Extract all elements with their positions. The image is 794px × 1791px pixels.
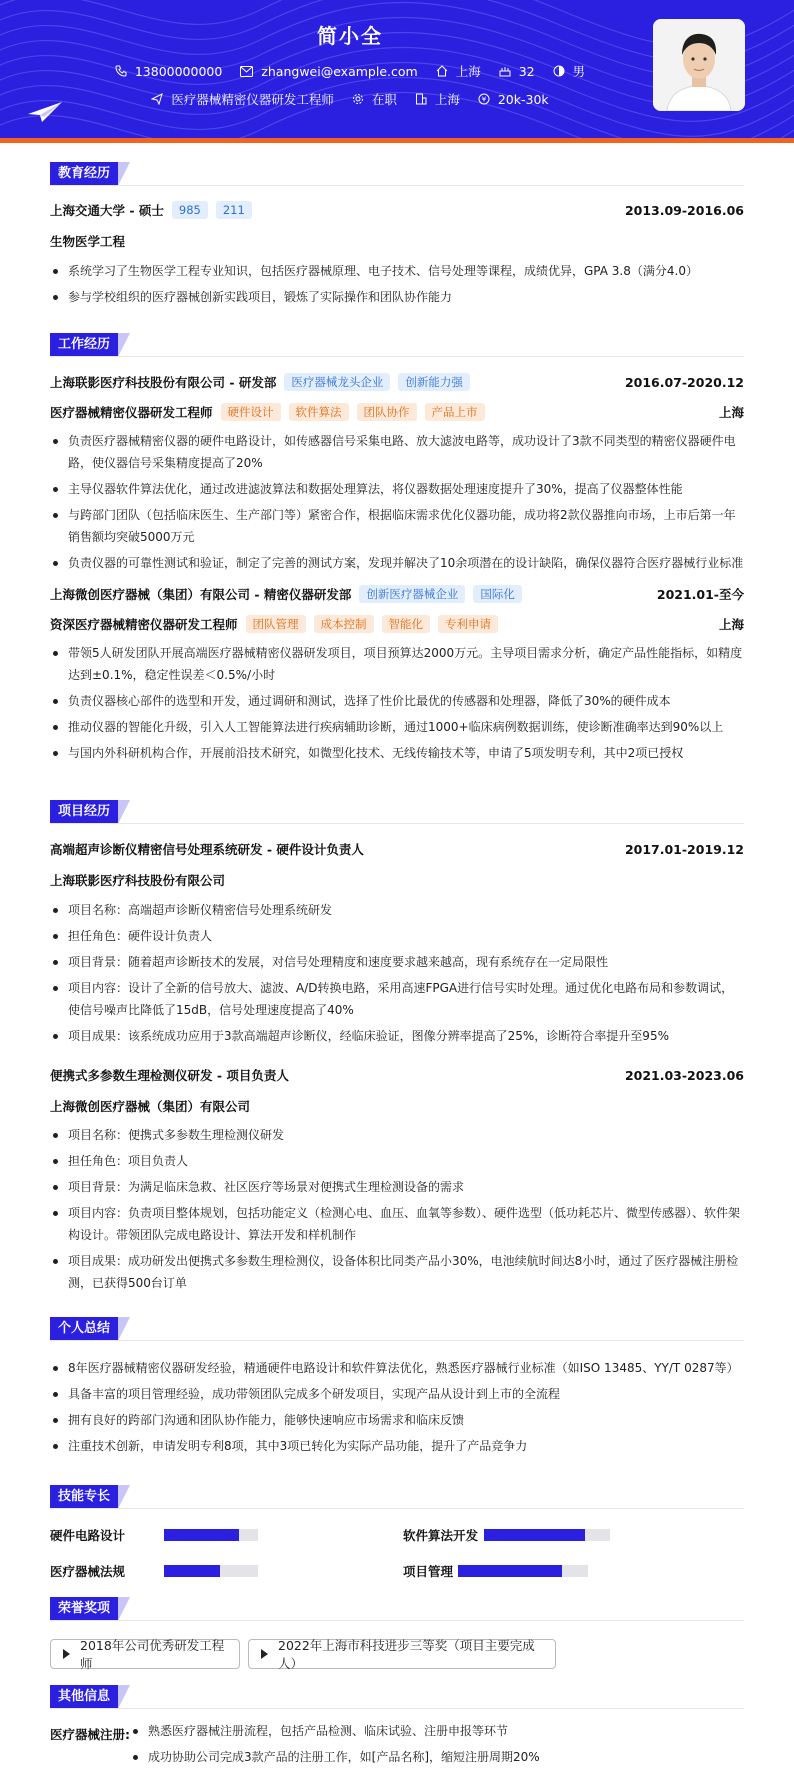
status-item <box>352 90 397 108</box>
project-company-row <box>50 870 744 890</box>
skill-badge: 团队协作 <box>357 403 417 421</box>
award-item <box>248 1639 556 1669</box>
list-item: 成功协助公司完成3款产品的注册工作，如[产品名称]，缩短注册周期20% <box>130 1746 730 1768</box>
send-icon <box>151 93 163 105</box>
section-divider <box>50 1508 744 1509</box>
list-item: 担任角色：硬件设计负责人 <box>50 925 744 947</box>
skill-bar-fill <box>484 1529 585 1541</box>
job-bullets <box>50 430 744 574</box>
company-badge: 创新医疗器械企业 <box>359 585 465 603</box>
list-item: 8年医疗器械精密仪器研发经验，精通硬件电路设计和软件算法优化，熟悉医疗器械行业标准（如ISO 13485、YY/T 0287等） <box>50 1357 744 1379</box>
company-name: 上海联影医疗科技股份有限公司 - 研发部 <box>50 375 277 390</box>
section-divider <box>50 823 744 824</box>
list-item: 负责仪器的可靠性测试和验证，制定了完善的测试方案，发现并解决了10余项潜在的设计缺陷，确保仪器符合医疗器械行业标准 <box>50 552 744 574</box>
svg-text:¥: ¥ <box>481 95 487 104</box>
award-text: 2022年上海市科技进步三等奖（项目主要完成人） <box>278 1638 535 1671</box>
cake-icon <box>499 65 511 77</box>
section-divider <box>50 1340 744 1341</box>
gender-icon <box>553 65 565 77</box>
skill-badge: 成本控制 <box>314 615 374 633</box>
triangle-bullet-icon <box>63 1649 70 1659</box>
honors-section-title: 荣誉奖项 <box>50 1597 118 1621</box>
list-item: 参与学校组织的医疗器械创新实践项目，锻炼了实际操作和团队协作能力 <box>50 286 744 308</box>
project-bullets <box>50 1124 744 1294</box>
profile-photo <box>653 19 745 111</box>
project-entry-head <box>50 839 744 859</box>
projects-section-title: 项目经历 <box>50 800 118 824</box>
settings-icon <box>352 93 364 105</box>
job-location: 上海 <box>718 405 744 420</box>
job-role-row <box>50 614 744 634</box>
building-icon <box>415 93 427 105</box>
list-item: 项目名称：便携式多参数生理检测仪研发 <box>50 1124 744 1146</box>
school-badge: 211 <box>216 201 252 219</box>
list-item: 负责仪器核心部件的选型和开发，通过调研和测试，选择了性价比最优的传感器和处理器，降低了30%的硬件成本 <box>50 690 744 712</box>
project-entry-head <box>50 1065 744 1085</box>
list-item: 与国内外科研机构合作，开展前沿技术研究，如微型化技术、无线传输技术等，申请了5项发明专利，其中2项已授权 <box>50 742 744 764</box>
skill-bar <box>458 1565 588 1577</box>
list-item: 负责医疗器械精密仪器的硬件电路设计，如传感器信号采集电路、放大滤波电路等，成功设计了3款不同类型的精密仪器硬件电路，使仪器信号采集精度提高了20% <box>50 430 744 474</box>
skill-label: 项目管理 <box>403 1564 454 1579</box>
skills-section-title: 技能专长 <box>50 1485 118 1509</box>
company-badge: 国际化 <box>473 585 522 603</box>
list-item: 熟悉医疗器械注册流程，包括产品检测、临床试验、注册申报等环节 <box>130 1720 730 1742</box>
skill-bar <box>164 1565 258 1577</box>
job-role: 资深医疗器械精密仪器研发工程师 <box>50 617 238 632</box>
job-role-row <box>50 402 744 422</box>
list-item: 项目背景：为满足临床急救、社区医疗等场景对便携式生理检测设备的需求 <box>50 1176 744 1198</box>
city-text: 上海 <box>455 64 481 79</box>
list-item: 与跨部门团队（包括临床医生、生产部门等）紧密合作，根据临床需求优化仪器功能，成功将2款仪器推向市场，上市后第一年销售额均突破5000万元 <box>50 504 744 548</box>
summary-bullets <box>50 1357 744 1457</box>
section-divider <box>50 356 744 357</box>
section-divider <box>50 1708 744 1709</box>
section-divider <box>50 1620 744 1621</box>
other-bullets <box>130 1720 730 1768</box>
list-item: 项目背景：随着超声诊断技术的发展，对信号处理精度和速度要求越来越高，现有系统存在一定局限性 <box>50 951 744 973</box>
work-city-item <box>415 90 460 108</box>
list-item: 项目名称：高端超声诊断仪精密信号处理系统研发 <box>50 899 744 921</box>
phone-number: 13800000000 <box>134 63 223 79</box>
list-item: 系统学习了生物医学工程专业知识，包括医疗器械原理、电子技术、信号处理等课程，成绩优异，GPA 3.8（满分4.0） <box>50 260 744 282</box>
skill-bar <box>164 1529 258 1541</box>
triangle-bullet-icon <box>261 1649 268 1659</box>
list-item: 推动仪器的智能化升级，引入人工智能算法进行疾病辅助诊断，通过1000+临床病例数据训练，使诊断准确率达到90%以上 <box>50 716 744 738</box>
list-item: 带领5人研发团队开展高端医疗器械精密仪器研发项目，项目预算达2000万元。主导项目需求分析，确定产品性能指标，如精度达到±0.1%，稳定性误差＜0.5%/小时 <box>50 642 744 686</box>
work-city-text: 上海 <box>434 92 460 107</box>
summary-section-title: 个人总结 <box>50 1317 118 1341</box>
email-item <box>240 64 417 79</box>
salary-text: 20k-30k <box>497 91 549 107</box>
other-section-title: 其他信息 <box>50 1685 118 1709</box>
other-info-label: 医疗器械注册: <box>50 1727 130 1742</box>
resume-header <box>0 0 794 143</box>
skill-bar-fill <box>164 1565 220 1577</box>
list-item: 注重技术创新，申请发明专利8项，其中3项已转化为实际产品功能，提升了产品竞争力 <box>50 1435 744 1457</box>
project-date: 2017.01-2019.12 <box>624 841 744 857</box>
award-text: 2018年公司优秀研发工程师 <box>80 1638 225 1671</box>
job-entry-head <box>50 584 744 604</box>
company-name: 上海微创医疗器械（集团）有限公司 - 精密仪器研发部 <box>50 587 352 602</box>
salary-item <box>478 92 549 107</box>
major-name: 生物医学工程 <box>50 234 126 249</box>
skill-badge: 硬件设计 <box>221 403 281 421</box>
list-item: 项目成果：成功研发出便携式多参数生理检测仪，设备体积比同类产品小30%，电池续航时间达8小时，通过了医疗器械注册检测，已获得500台订单 <box>50 1250 744 1294</box>
project-date: 2021.03-2023.06 <box>624 1067 744 1083</box>
age-text: 32 <box>518 63 535 79</box>
job-row <box>0 90 700 108</box>
section-divider <box>50 185 744 186</box>
status-text: 在职 <box>371 92 397 107</box>
skill-label: 医疗器械法规 <box>50 1564 126 1579</box>
contact-row <box>0 62 700 80</box>
education-date: 2013.09-2016.06 <box>624 202 744 218</box>
job-entry-head <box>50 372 744 392</box>
job-bullets <box>50 642 744 764</box>
list-item: 项目内容：设计了全新的信号放大、滤波、A/D转换电路，采用高速FPGA进行信号实时处理。通过优化电路布局和参数调试，使信号噪声比降低了15dB，信号处理速度提高了40% <box>50 977 744 1021</box>
gender-text: 男 <box>572 64 586 79</box>
gender-item <box>553 62 586 80</box>
candidate-name: 简小全 <box>317 24 383 48</box>
home-icon <box>436 65 448 77</box>
work-section-title: 工作经历 <box>50 333 118 357</box>
project-company-row <box>50 1096 744 1116</box>
project-company: 上海微创医疗器械（集团）有限公司 <box>50 1099 251 1114</box>
skill-label: 软件算法开发 <box>403 1528 479 1543</box>
school-badge: 985 <box>172 201 208 219</box>
company-badge: 医疗器械龙头企业 <box>284 373 390 391</box>
major-row <box>50 231 744 251</box>
skill-badge: 专利申请 <box>438 615 498 633</box>
list-item: 担任角色：项目负责人 <box>50 1150 744 1172</box>
skill-bar-fill <box>458 1565 562 1577</box>
job-date: 2016.07-2020.12 <box>624 374 744 390</box>
award-item <box>50 1639 240 1669</box>
school-name: 上海交通大学 - 硕士 <box>50 203 164 218</box>
skill-badge: 团队管理 <box>246 615 306 633</box>
job-location: 上海 <box>718 617 744 632</box>
phone-icon <box>115 65 127 77</box>
email-address: zhangwei@example.com <box>261 63 418 79</box>
job-title-text: 医疗器械精密仪器研发工程师 <box>171 92 334 107</box>
skill-badge: 智能化 <box>382 615 431 633</box>
skill-bar <box>484 1529 610 1541</box>
skill-label: 硬件电路设计 <box>50 1528 126 1543</box>
project-company: 上海联影医疗科技股份有限公司 <box>50 873 226 888</box>
job-role: 医疗器械精密仪器研发工程师 <box>50 405 213 420</box>
skill-bar-fill <box>164 1529 239 1541</box>
list-item: 项目内容：负责项目整体规划，包括功能定义（检测心电、血压、血氧等参数）、硬件选型（低功耗芯片、微型传感器）、软件架构设计。带领团队完成电路设计、算法开发和样机制作 <box>50 1202 744 1246</box>
company-badge: 创新能力强 <box>398 373 470 391</box>
list-item: 项目成果：该系统成功应用于3款高端超声诊断仪，经临床验证，图像分辨率提高了25%，诊断符合率提升至95% <box>50 1025 744 1047</box>
project-title: 便携式多参数生理检测仪研发 - 项目负责人 <box>50 1068 289 1083</box>
city-item <box>436 62 481 80</box>
coin-icon <box>478 93 490 105</box>
job-date: 2021.01-至今 <box>656 587 744 602</box>
education-entry-head <box>50 200 744 220</box>
avatar <box>653 19 745 111</box>
phone-item <box>115 64 222 79</box>
list-item: 主导仪器软件算法优化，通过改进滤波算法和数据处理算法，将仪器数据处理速度提升了30%，提高了仪器整体性能 <box>50 478 744 500</box>
list-item: 拥有良好的跨部门沟通和团队协作能力，能够快速响应市场需求和临床反馈 <box>50 1409 744 1431</box>
education-section-title: 教育经历 <box>50 162 118 186</box>
list-item: 具备丰富的项目管理经验，成功带领团队完成多个研发项目，实现产品从设计到上市的全流程 <box>50 1383 744 1405</box>
skill-badge: 软件算法 <box>289 403 349 421</box>
education-bullets <box>50 260 744 308</box>
age-item <box>499 64 535 79</box>
skill-badge: 产品上市 <box>425 403 485 421</box>
mail-icon <box>240 66 253 77</box>
project-title: 高端超声诊断仪精密信号处理系统研发 - 硬件设计负责人 <box>50 842 364 857</box>
project-bullets <box>50 899 744 1047</box>
job-title-item <box>151 90 334 108</box>
